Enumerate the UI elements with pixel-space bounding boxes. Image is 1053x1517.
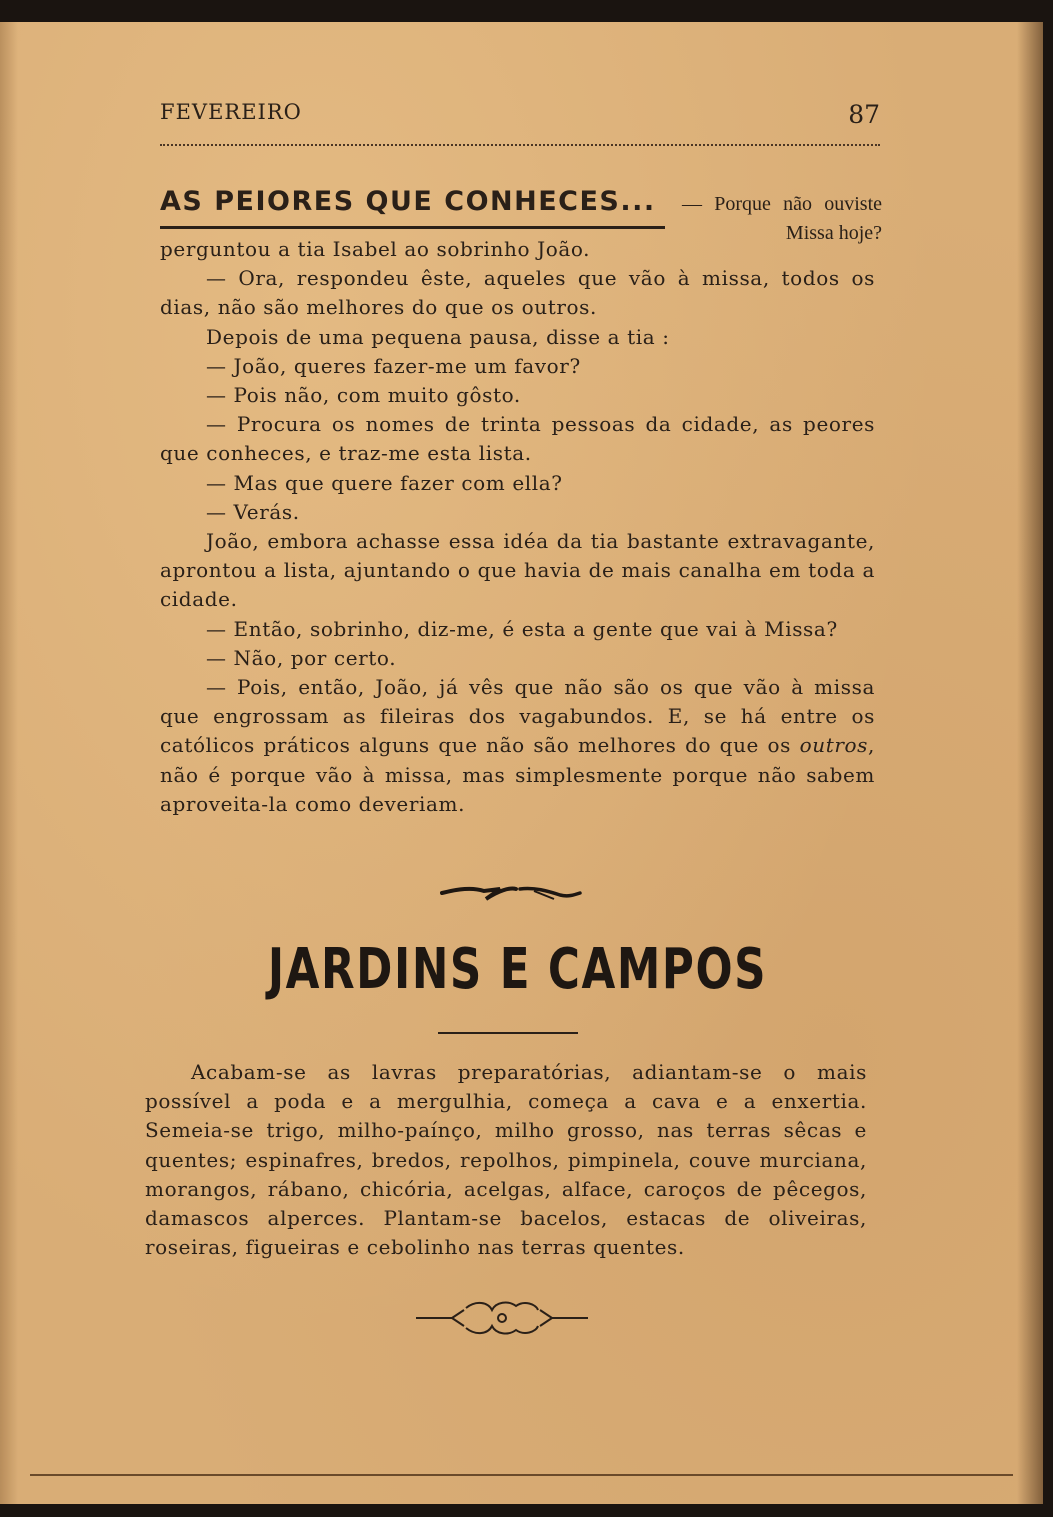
- page-number: 87: [848, 100, 880, 129]
- paragraph-3: Depois de uma pequena pausa, disse a tia :: [206, 324, 670, 349]
- running-head: [160, 100, 880, 140]
- paragraph-12-italic: outros: [799, 733, 869, 758]
- running-title: FEVEREIRO: [160, 100, 302, 124]
- flourish-divider-icon: [438, 877, 583, 907]
- bottom-edge-rule: [30, 1474, 1013, 1476]
- paragraph-5: — Pois não, com muito gôsto.: [206, 383, 521, 408]
- article-as-peiores: [160, 182, 882, 819]
- article-opening-line: — Porque não ouviste Missa hoje?: [682, 193, 882, 244]
- book-page: [0, 22, 1043, 1504]
- article-body: [160, 235, 875, 819]
- paragraph-12-start: — Pois, então, João, já vês que não são os que vão à missa que engrossam as fileiras dos vagabundos. E, se há entre os católicos práticos alguns que não são melhores do que os: [160, 675, 875, 758]
- article-title: AS PEIORES QUE CONHECES...: [160, 182, 665, 229]
- paragraph-11: — Não, por certo.: [206, 645, 397, 670]
- article-jardins-e-campos: [145, 1058, 867, 1262]
- paragraph-12: [160, 673, 875, 819]
- section-body: Acabam-se as lavras preparatórias, adiantam-se o mais possível a poda e a mergulhia, começa a cava e a enxertia. Semeia-se trigo, milho-paínço, milho grosso, nas terras sêcas e quentes; espinafres, bredos, repolhos, pimpinela, couve murciana, morangos, rábano, chicória, acelgas, alface, caroços de pêcegos, damascos alperces. Plantam-se bacelos, estacas de oliveiras, roseiras, figueiras e cebolinho nas terras quentes.: [145, 1060, 867, 1260]
- paragraph-2: — Ora, respondeu êste, aqueles que vão à missa, todos os dias, não são melhores do que os outros.: [160, 266, 875, 320]
- spine-shadow: [1017, 22, 1043, 1504]
- paragraph-12-end: , não é porque vão à missa, mas simplesmente porque não sabem aproveita-la como deveriam.: [160, 733, 875, 816]
- page-edge-shadow: [0, 22, 18, 1504]
- paragraph-7: — Mas que quere fazer com ella?: [206, 470, 563, 495]
- paragraph-4: — João, queres fazer-me um favor?: [206, 353, 581, 378]
- paragraph-6: — Procura os nomes de trinta pessoas da cidade, as peores que conheces, e traz-me esta lista.: [160, 412, 875, 466]
- paragraph-9: João, embora achasse essa idéa da tia bastante extravagante, aprontou a lista, ajuntando o que havia de mais canalha em toda a cidade.: [160, 529, 875, 612]
- paragraph-10: — Então, sobrinho, diz-me, é esta a gente que vai à Missa?: [206, 616, 838, 641]
- scroll-ornament-icon: [412, 1298, 592, 1338]
- paragraph-8: — Verás.: [206, 499, 300, 524]
- section-title-rule: [438, 1032, 578, 1034]
- header-dotted-rule: [160, 144, 880, 146]
- section-title: JARDINS E CAMPOS: [267, 937, 768, 1002]
- paragraph-1: perguntou a tia Isabel ao sobrinho João.: [160, 237, 591, 261]
